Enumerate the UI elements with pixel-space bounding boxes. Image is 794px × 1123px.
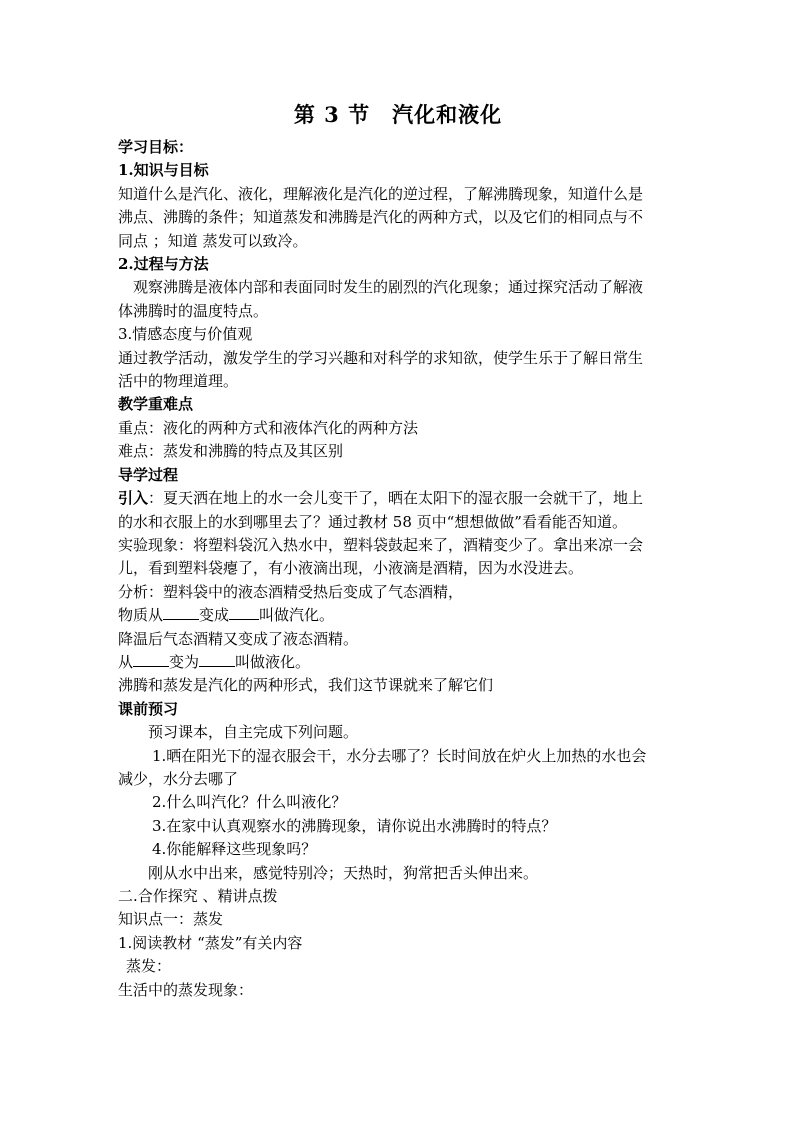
preview-instruction: 预习课本，自主完成下列问题。	[148, 723, 359, 742]
explore-heading: 二.合作探究 、精讲点拨	[118, 887, 278, 905]
life-evaporation-label: 生活中的蒸发现象：	[118, 980, 254, 999]
fill-text: 叫做液化。	[235, 652, 311, 671]
answer-blank[interactable]	[163, 604, 199, 620]
summary-line: 沸腾和蒸发是汽化的两种形式，我们这节课就来了解它们	[118, 676, 494, 695]
experiment-line: 实验现象：将塑料袋沉入热水中，塑料袋鼓起来了，酒精变少了。拿出来凉一会	[118, 535, 644, 554]
intro-text: ：夏天洒在地上的水一会儿变干了，晒在太阳下的湿衣服一会就干了，地上	[148, 489, 644, 508]
preview-question: 3.在家中认真观察水的沸腾现象，请你说出水沸腾时的特点？	[152, 816, 557, 835]
knowledge-heading: 1.知识与目标	[118, 161, 209, 180]
fill-text: 变成	[199, 606, 230, 625]
attitude-line: 活中的物理道理。	[118, 372, 239, 391]
fill-text: 叫做汽化。	[259, 606, 335, 625]
page-title: 第 3 节 汽化和液化	[293, 102, 503, 127]
intro-line: 的水和衣服上的水到哪里去了？通过教材 58 页中“想想做做”看看能否知道。	[118, 512, 627, 531]
process-method-heading: 2.过程与方法	[118, 255, 209, 274]
fill-blank-vaporization	[118, 604, 678, 627]
cooling-line: 降温后气态酒精又变成了液态酒精。	[118, 629, 359, 648]
answer-blank[interactable]	[199, 651, 235, 667]
difficulty-text: 难点：蒸发和沸腾的特点及其区别	[118, 442, 344, 461]
answer-blank[interactable]	[133, 651, 169, 667]
preview-heading: 课前预习	[118, 699, 179, 718]
preview-question: 1.晒在阳光下的湿衣服会干，水分去哪了？长时间放在炉火上加热的水也会	[152, 746, 647, 765]
analysis-line: 分析：塑料袋中的液态酒精受热后变成了气态酒精，	[118, 582, 464, 601]
fill-blank-liquefaction	[118, 651, 678, 674]
document-page	[118, 100, 678, 1002]
evaporation-label: 蒸发：	[126, 957, 172, 976]
experiment-line: 儿，看到塑料袋瘪了，有小液滴出现，小液滴是酒精，因为水没进去。	[118, 559, 584, 578]
preview-question: 2.什么叫汽化？什么叫液化？	[152, 793, 347, 812]
attitude-heading: 3.情感态度与价值观	[118, 325, 253, 344]
knowledge-line: 同点 ；知道 蒸发可以致冷。	[118, 231, 308, 250]
key-points-heading: 教学重难点	[118, 395, 194, 414]
knowledge-point-heading: 知识点一：蒸发	[118, 910, 224, 929]
preview-question-detail: 刚从水中出来，感觉特别冷；天热时，狗常把舌头伸出来。	[148, 863, 539, 882]
fill-text: 从	[118, 652, 134, 671]
guided-process-heading: 导学过程	[118, 465, 179, 484]
knowledge-line: 沸点、沸腾的条件；知道蒸发和沸腾是汽化的两种方式，以及它们的相同点与不	[118, 208, 644, 227]
fill-text: 物质从	[118, 606, 164, 625]
knowledge-line: 知道什么是汽化、液化，理解液化是汽化的逆过程，了解沸腾现象，知道什么是	[118, 184, 644, 203]
intro-line	[118, 487, 678, 510]
objectives-heading: 学习目标：	[118, 138, 194, 156]
read-instruction: 1.阅读教材 “蒸发”有关内容	[118, 933, 303, 952]
attitude-line: 通过教学活动，激发学生的学习兴趣和对科学的求知欲，使学生乐于了解日常生	[118, 348, 644, 367]
focus-text: 重点：液化的两种方式和液体汽化的两种方法	[118, 418, 419, 437]
preview-question: 4.你能解释这些现象吗？	[152, 840, 317, 859]
preview-question: 减少，水分去哪了	[118, 769, 239, 788]
process-method-line: 体沸腾时的温度特点。	[118, 301, 269, 320]
intro-label: 引入	[118, 489, 149, 508]
fill-text: 变为	[169, 652, 200, 671]
answer-blank[interactable]	[229, 604, 259, 620]
process-method-line: 观察沸腾是液体内部和表面同时发生的剧烈的汽化现象；通过探究活动了解液	[133, 278, 644, 297]
